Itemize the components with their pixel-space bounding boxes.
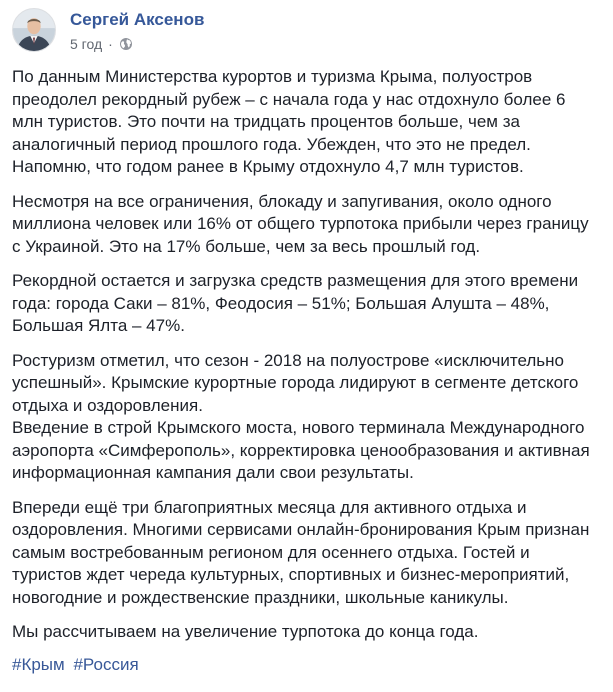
text-line: успешный». Крымские курортные города лидируют в сегменте детского (12, 373, 579, 392)
text-line: аэропорта «Симферополь», корректировка ценообразования и активная (12, 440, 590, 460)
post-paragraph-3 (12, 270, 603, 338)
post-subline (70, 36, 204, 52)
author-name-link[interactable]: Сергей Аксенов (70, 10, 205, 29)
hashtag-link-crimea[interactable]: #Крым (12, 654, 65, 674)
text-line: самым востребованным регионом для осеннего отдыха. Гостей и (12, 542, 530, 562)
text-line: года: города Саки – 81%, Феодосия – 51%; Большая Алушта – 48%, (12, 293, 550, 313)
text-line: с Украиной. Это на 17% больше, чем за весь прошлый год. (12, 236, 481, 256)
text-line: новогодние и рождественские праздники, школьные каникулы. (12, 587, 509, 607)
text-line: миллиона человек или 16% от общего турпотока прибыли через границу (12, 214, 589, 233)
post-body (12, 66, 603, 676)
text-line: преодолел рекордный рубеж – с начала года у нас отдохнуло более 6 (12, 89, 566, 109)
post-timestamp[interactable]: 5 год (70, 36, 103, 52)
post-meta (70, 8, 204, 52)
text-line: Введение в строй Крымского моста, нового терминала Международного (12, 418, 585, 437)
post-paragraph-6 (12, 621, 603, 644)
post-paragraph-2 (12, 191, 603, 259)
text-line: туристов ждет череда культурных, спортивных и бизнес-мероприятий, (12, 565, 570, 584)
text-line: Несмотря на все ограничения, блокаду и запугивания, около одного (12, 191, 552, 211)
text-line: млн туристов. Это почти на тридцать процентов больше, чем за (12, 112, 520, 131)
text-line: информационная кампания дали свои результаты. (12, 463, 414, 482)
text-line: Напомню, что годом ранее в Крыму отдохнуло 4,7 млн туристов. (12, 157, 524, 176)
text-line: По данным Министерства курортов и туризма Крыма, полуостров (12, 67, 533, 86)
text-line: Ростуризм отметил, что сезон - 2018 на полуострове «исключительно (12, 350, 564, 370)
hashtags (12, 654, 603, 676)
text-line: аналогичный период прошлого года. Убежден, что это не предел. (12, 134, 531, 154)
text-line: оздоровления. Многими сервисами онлайн-бронирования Крым признан (12, 520, 590, 539)
separator-dot: · (108, 36, 113, 52)
globe-icon[interactable] (119, 37, 133, 51)
author-avatar[interactable] (12, 8, 56, 52)
hashtag-link-russia[interactable]: #Россия (73, 654, 139, 674)
text-line: Впереди ещё три благоприятных месяца для активного отдыха и (12, 497, 527, 517)
text-line: Мы рассчитываем на увеличение турпотока до конца года. (12, 622, 479, 641)
post-paragraph-5 (12, 497, 603, 610)
post-paragraph-4 (12, 350, 603, 485)
text-line: Большая Ялта – 47%. (12, 316, 185, 335)
text-line: отдыха и оздоровления. (12, 395, 203, 415)
avatar-photo-icon (13, 9, 55, 51)
text-line: Рекордной остается и загрузка средств размещения для этого времени (12, 271, 579, 290)
post-paragraph-1 (12, 66, 603, 179)
post-header (12, 0, 603, 66)
